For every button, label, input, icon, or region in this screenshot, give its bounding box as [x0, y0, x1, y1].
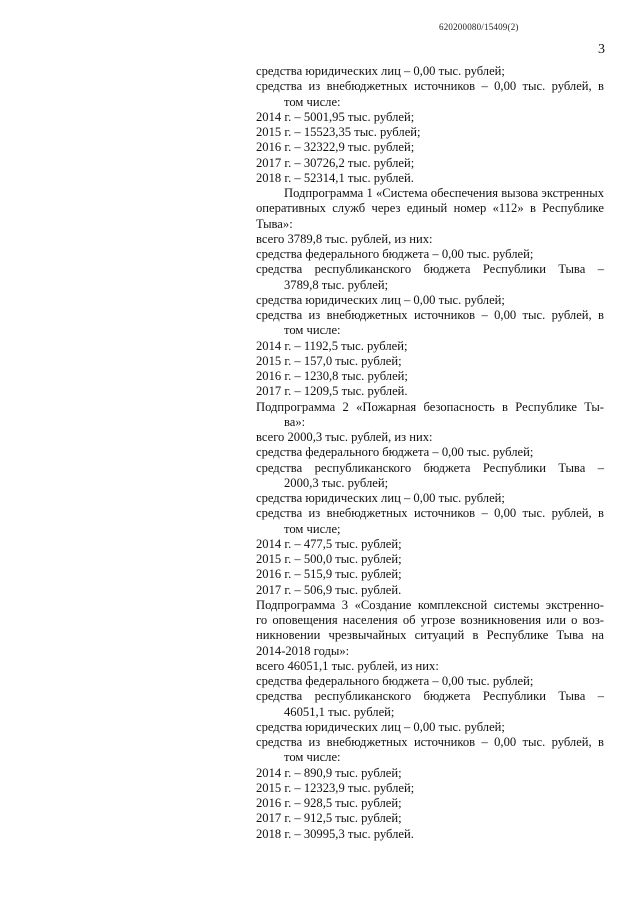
subprogram-title: Тыва»: [256, 216, 293, 231]
text-line: 2014 г. – 1192,5 тыс. рублей; [256, 338, 408, 353]
text-line: 2016 г. – 928,5 тыс. рублей; [256, 796, 402, 810]
text-line: 2016 г. – 1230,8 тыс. рублей; [256, 369, 408, 383]
subprogram-title: ва»: [284, 414, 306, 429]
text-line: 2017 г. – 1209,5 тыс. рублей. [256, 384, 408, 399]
text-line: средства федерального бюджета – 0,00 тыс. рублей; [256, 674, 534, 688]
text-line: средства из внебюджетных источников – 0,00 тыс. рублей, в [256, 79, 604, 94]
text-line: том числе; [284, 521, 341, 536]
text-line: средства республиканского бюджета Республики Тыва – [256, 460, 604, 475]
text-line: 2017 г. – 30726,2 тыс. рублей; [256, 155, 415, 170]
text-line: том числе: [284, 750, 341, 765]
text-line: 2017 г. – 912,5 тыс. рублей; [256, 811, 402, 826]
text-line: средства юридических лиц – 0,00 тыс. рублей; [256, 64, 505, 78]
subprogram-title: Подпрограмма 1 «Система обеспечения вызова экстренных [284, 186, 604, 200]
text-line: средства федерального бюджета – 0,00 тыс. рублей; [256, 247, 534, 261]
text-line: средства республиканского бюджета Республики Тыва – [256, 689, 604, 704]
text-line: 3789,8 тыс. рублей; [284, 277, 389, 292]
text-line: средства юридических лиц – 0,00 тыс. рублей; [256, 491, 505, 505]
text-line: 2015 г. – 12323,9 тыс. рублей; [256, 780, 415, 795]
document-id: 620200080/15409(2) [439, 22, 519, 32]
subprogram-title: оперативных служб через единый номер «112» в Республике [256, 201, 604, 216]
text-line: средства из внебюджетных источников – 0,00 тыс. рублей, в [256, 506, 604, 521]
text-line: 2018 г. – 30995,3 тыс. рублей. [256, 826, 414, 841]
subprogram-title: го оповещения населения об угрозе возникновения или о воз- [256, 613, 604, 627]
page-number: 3 [598, 42, 605, 57]
text-line: средства федерального бюджета – 0,00 тыс. рублей; [256, 445, 534, 460]
text-line: 2014 г. – 477,5 тыс. рублей; [256, 536, 402, 551]
text-line: всего 2000,3 тыс. рублей, из них: [256, 430, 433, 444]
text-line: 46051,1 тыс. рублей; [284, 704, 395, 719]
text-line: 2016 г. – 515,9 тыс. рублей; [256, 567, 402, 582]
text-line: средства юридических лиц – 0,00 тыс. рублей; [256, 719, 505, 734]
text-line: средства республиканского бюджета Республики Тыва – [256, 262, 604, 277]
text-line: средства из внебюджетных источников – 0,00 тыс. рублей, в [256, 308, 604, 322]
text-line: всего 3789,8 тыс. рублей, из них: [256, 231, 433, 246]
text-line: 2000,3 тыс. рублей; [284, 475, 389, 490]
text-line: 2015 г. – 500,0 тыс. рублей; [256, 552, 402, 566]
subprogram-title: никновении чрезвычайных ситуаций в Республике Тыва на [256, 628, 604, 643]
text-line: 2018 г. – 52314,1 тыс. рублей. [256, 170, 414, 185]
text-line: 2014 г. – 5001,95 тыс. рублей; [256, 109, 415, 124]
text-line: всего 46051,1 тыс. рублей, из них: [256, 658, 439, 673]
text-line: 2017 г. – 506,9 тыс. рублей. [256, 582, 402, 597]
text-line: 2016 г. – 32322,9 тыс. рублей; [256, 140, 415, 155]
text-line: средства из внебюджетных источников – 0,00 тыс. рублей, в [256, 735, 604, 749]
document-body [256, 64, 604, 842]
subprogram-title: Подпрограмма 2 «Пожарная безопасность в Республике Ты- [256, 399, 604, 414]
subprogram-title: 2014-2018 годы»: [256, 643, 350, 658]
text-line: средства юридических лиц – 0,00 тыс. рублей; [256, 292, 505, 307]
text-line: 2014 г. – 890,9 тыс. рублей; [256, 765, 402, 780]
text-line: том числе: [284, 94, 341, 109]
subprogram-title: Подпрограмма 3 «Создание комплексной системы экстренно- [256, 597, 604, 612]
text-line: том числе: [284, 323, 341, 338]
text-line: 2015 г. – 15523,35 тыс. рублей; [256, 125, 421, 139]
text-line: 2015 г. – 157,0 тыс. рублей; [256, 353, 402, 368]
